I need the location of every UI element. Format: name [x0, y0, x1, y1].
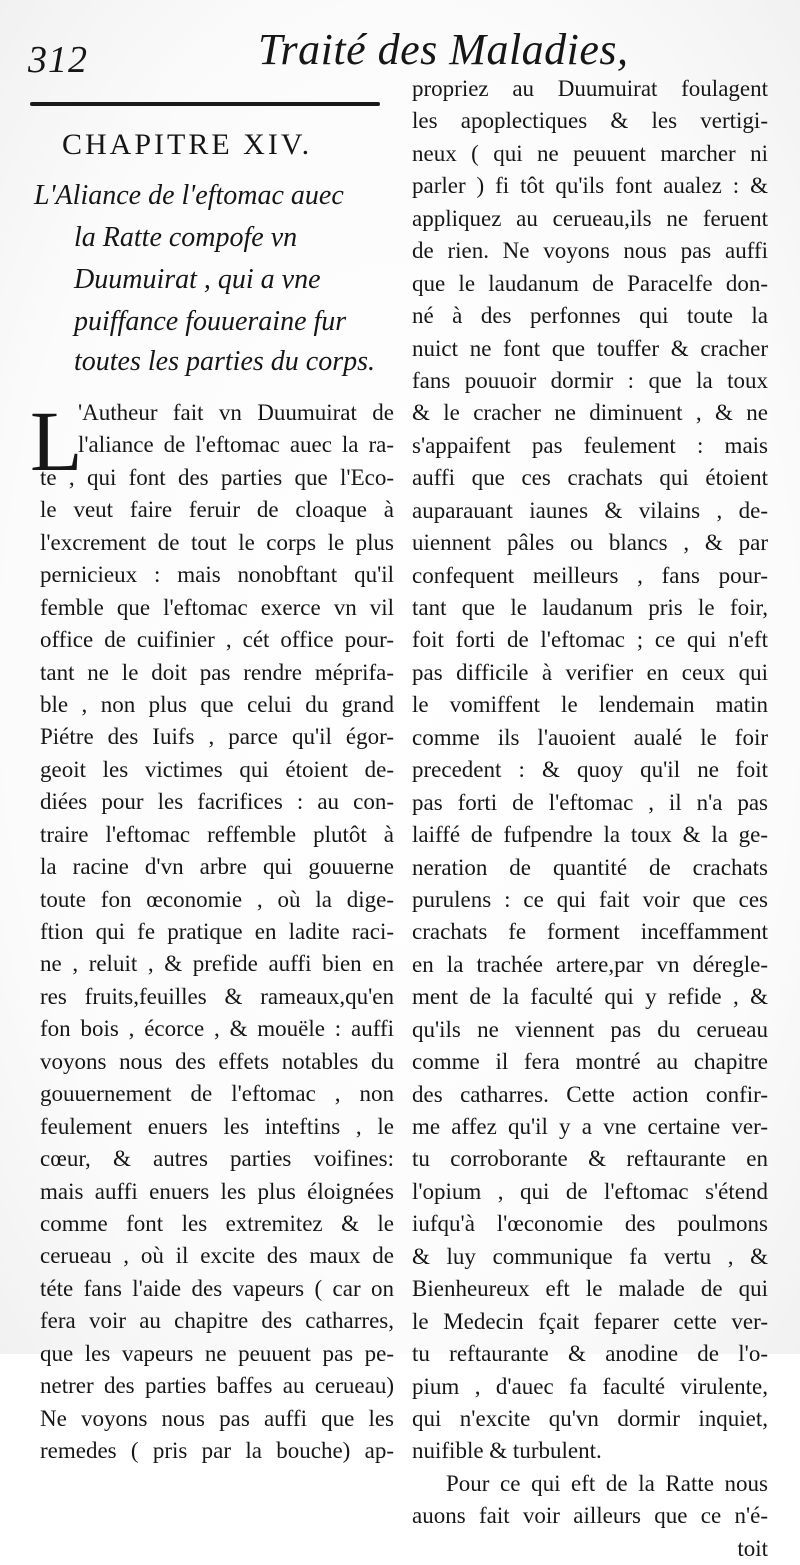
- text-line: remedes ( pris par la bouche) ap-: [40, 1438, 394, 1463]
- running-head: Traité des Maladies,: [258, 25, 629, 74]
- text-line: traire l'eftomac reffemble plutôt à: [40, 821, 394, 847]
- text-line: comme ils l'auoient aualé le foir: [412, 724, 768, 750]
- text-line: Pour ce qui eft de la Ratte nous: [446, 1470, 768, 1496]
- text-line: office de cuifinier , cét office pour-: [40, 627, 394, 653]
- text-line: auffi que ces crachats qui étoient: [412, 465, 768, 491]
- text-line: auons fait voir ailleurs que ce n'é-: [412, 1503, 768, 1529]
- text-line: fera voir au chapitre des catharres,: [40, 1308, 394, 1334]
- text-line: cerueau , où il excite des maux de: [40, 1243, 394, 1269]
- text-line: 'Autheur fait vn Duumuirat de: [78, 400, 394, 425]
- text-line: pium , d'auec fa faculté virulente,: [412, 1373, 768, 1399]
- text-line: me affez qu'il y a vne certaine ver-: [412, 1114, 768, 1139]
- text-line: le vomiffent le lendemain matin: [412, 692, 768, 718]
- text-line: confequent meilleurs , fans pour-: [412, 562, 768, 588]
- text-line: uiennent pâles ou blancs , & par: [412, 530, 768, 556]
- text-line: fans pouuoir dormir : que la toux: [412, 367, 768, 393]
- text-line: foit forti de l'eftomac ; ce qui n'eft: [412, 627, 768, 653]
- text-line: tant ne le doit pas rendre méprifa-: [40, 659, 394, 685]
- text-line: geoit les victimes qui étoient de-: [40, 756, 394, 782]
- catchword: toit: [737, 1535, 768, 1561]
- text-line: ment de la faculté qui y refide , &: [412, 984, 768, 1010]
- chapter-subtitle-line: toutes les parties du corps.: [74, 346, 375, 377]
- text-line: toute fon œconomie , où la dige-: [40, 886, 394, 912]
- text-line: le Medecin fçait feparer cette ver-: [412, 1308, 768, 1334]
- text-line: tu reftaurante & anodine de l'o-: [412, 1341, 768, 1367]
- drop-cap: L: [30, 393, 83, 489]
- text-line: crachats fe forment inceffamment: [412, 919, 768, 945]
- text-line: de rien. Ne voyons nous pas auffi: [412, 238, 768, 264]
- text-line: pernicieux : mais nonobftant qu'il: [40, 562, 394, 588]
- text-line: te , qui font des parties que l'Eco-: [40, 464, 394, 490]
- text-line: & le cracher ne diminuent , & ne: [412, 400, 768, 426]
- text-line: & luy communique fa vertu , &: [412, 1243, 768, 1269]
- text-line: téte fans l'aide des vapeurs ( car on: [40, 1275, 394, 1301]
- text-line: cœur, & autres parties voifines:: [40, 1146, 394, 1172]
- text-line: le veut faire feruir de cloaque à: [40, 497, 394, 523]
- text-line: mais auffi enuers les plus éloignées: [40, 1178, 394, 1204]
- text-line: femble que l'eftomac exerce vn vil: [40, 594, 394, 620]
- text-line: propriez au Duumuirat foulagent: [412, 76, 768, 101]
- text-line: la racine d'vn arbre qui gouuerne: [40, 854, 394, 880]
- text-line: les apoplectiques & les vertigi-: [412, 108, 768, 134]
- text-line: l'aliance de l'eftomac auec la ra-: [78, 432, 394, 458]
- text-line: appliquez au cerueau,ils ne feruent: [412, 205, 768, 231]
- text-line: neux ( qui ne peuuent marcher ni: [412, 140, 768, 166]
- page-number: 312: [28, 39, 88, 81]
- text-line: voyons nous des effets notables du: [40, 1048, 394, 1074]
- head-rule-divider: [30, 102, 380, 106]
- text-line: en la trachée artere,par vn déregle-: [412, 951, 768, 977]
- text-line: neration de quantité de crachats: [412, 854, 768, 880]
- text-line: des catharres. Cette action confir-: [412, 1081, 768, 1107]
- text-line: gouuernement de l'eftomac , non: [40, 1081, 394, 1107]
- text-line: que les vapeurs ne peuuent pas pe-: [40, 1340, 394, 1366]
- text-line: nuifible & turbulent.: [412, 1438, 602, 1464]
- text-line: Piétre des Iuifs , parce qu'il égor-: [40, 724, 394, 750]
- text-line: né à des perfonnes qui toute la: [412, 303, 768, 329]
- chapter-number: CHAPITRE XIV.: [62, 128, 313, 161]
- text-line: auparauant iaunes & vilains , de-: [412, 497, 768, 523]
- text-line: netrer des parties baffes au cerueau): [40, 1373, 394, 1399]
- text-line: feulement enuers les inteftins , le: [40, 1113, 394, 1139]
- text-line: ble , non plus que celui du grand: [40, 691, 394, 717]
- text-line: res fruits,feuilles & rameaux,qu'en: [40, 983, 394, 1009]
- text-line: qu'ils ne viennent pas du cerueau: [412, 1016, 768, 1042]
- text-line: ftion qui fe pratique en ladite raci-: [40, 919, 394, 944]
- chapter-subtitle-line: L'Aliance de l'eftomac auec: [34, 180, 344, 211]
- text-line: nuict ne font que touffer & cracher: [412, 335, 768, 361]
- text-line: tu corroborante & reftaurante en: [412, 1146, 768, 1172]
- text-line: l'excrement de tout le corps le plus: [40, 529, 394, 555]
- chapter-subtitle-line: puiffance fouueraine fur: [74, 306, 347, 337]
- text-line: qui n'excite qu'vn dormir inquiet,: [412, 1405, 768, 1431]
- text-line: l'opium , qui de l'eftomac s'étend: [412, 1178, 768, 1204]
- text-line: comme il fera montré au chapitre: [412, 1049, 768, 1075]
- text-line: tant que le laudanum pris le foir,: [412, 595, 768, 620]
- text-line: parler ) fi tôt qu'ils font aualez : &: [412, 173, 768, 199]
- text-line: fon bois , écorce , & mouële : auffi: [40, 1016, 394, 1042]
- text-line: ne , reluit , & prefide auffi bien en: [40, 951, 394, 977]
- text-line: iufqu'à l'œconomie des poulmons: [412, 1211, 768, 1237]
- chapter-subtitle-line: la Ratte compofe vn: [74, 222, 298, 253]
- text-line: s'appaifent pas feulement : mais: [412, 432, 768, 458]
- text-line: diées pour les facrifices : au con-: [40, 789, 394, 815]
- text-line: pas forti de l'eftomac , il n'a pas: [412, 789, 768, 815]
- text-line: pas difficile à verifier en ceux qui: [412, 659, 768, 685]
- right-text-column: [412, 73, 768, 1565]
- chapter-subtitle-line: Duumuirat , qui a vne: [74, 264, 321, 295]
- text-line: purulens : ce qui fait voir que ces: [412, 886, 768, 912]
- text-line: que le laudanum de Paracelfe don-: [412, 270, 768, 296]
- text-line: Ne voyons nous pas auffi que les: [40, 1405, 394, 1431]
- text-line: laiffé de fufpendre la toux & la ge-: [412, 822, 768, 848]
- left-text-column: [40, 397, 394, 1467]
- text-line: precedent : & quoy qu'il ne foit: [412, 757, 768, 783]
- text-line: Bienheureux eft le malade de qui: [412, 1276, 768, 1302]
- text-line: comme font les extremitez & le: [40, 1210, 394, 1236]
